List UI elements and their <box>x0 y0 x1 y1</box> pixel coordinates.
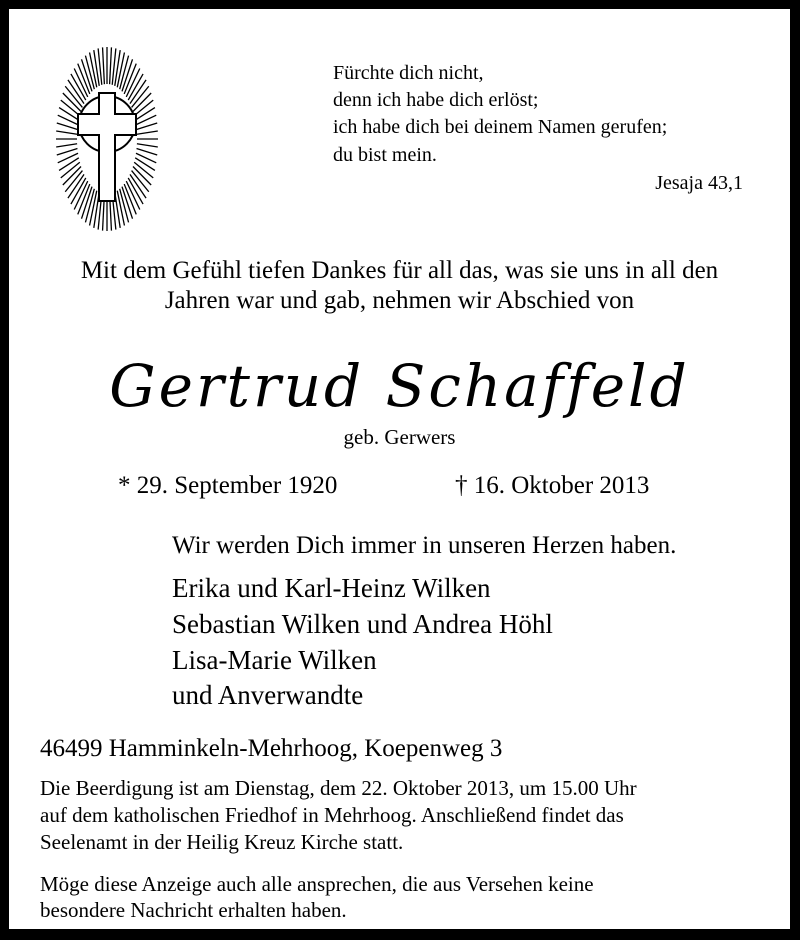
ray <box>59 158 79 171</box>
note-line: Möge diese Anzeige auch alle ansprechen, die aus Versehen keine <box>40 872 594 896</box>
ray <box>58 115 78 125</box>
funeral-line: Seelenamt in der Heilig Kreuz Kirche statt. <box>40 830 404 854</box>
quote-line: du bist mein. <box>333 144 437 166</box>
ray <box>59 108 79 121</box>
ray <box>103 47 105 84</box>
quote-line: ich habe dich bei deinem Namen gerufen; <box>333 116 668 138</box>
ray <box>136 153 156 163</box>
ray <box>135 158 155 171</box>
ray <box>56 131 77 134</box>
quote-line: Fürchte dich nicht, <box>333 62 484 84</box>
ray <box>57 123 78 129</box>
ray <box>137 131 158 134</box>
quote-line: denn ich habe dich erlöst; <box>333 89 539 111</box>
mourner: Sebastian Wilken und Andrea Höhl <box>172 609 553 639</box>
ray <box>137 149 158 155</box>
mourner: Erika und Karl-Heinz Wilken <box>172 573 491 603</box>
motto: Wir werden Dich immer in unseren Herzen haben. <box>172 532 677 559</box>
ray <box>90 53 97 88</box>
intro-line: Mit dem Gefühl tiefen Dankes für all das, was sie uns in all den <box>80 257 719 284</box>
ray <box>136 115 156 125</box>
mourner: und Anverwandte <box>172 680 364 710</box>
ray <box>57 149 78 155</box>
ray <box>90 191 97 226</box>
ray <box>117 191 124 226</box>
ray <box>58 153 78 163</box>
obituary-notice <box>9 9 790 929</box>
ray <box>117 53 124 88</box>
address: 46499 Hamminkeln-Mehrhoog, Koepenweg 3 <box>40 735 503 762</box>
birth-date: * 29. September 1920 <box>118 472 338 499</box>
intro-line: Jahren war und gab, nehmen wir Abschied von <box>164 287 635 314</box>
deceased-name: Gertrud Schaffeld <box>109 352 690 420</box>
death-date: † 16. Oktober 2013 <box>455 472 650 499</box>
ray <box>137 144 158 147</box>
ray <box>56 144 77 147</box>
quote-source: Jesaja 43,1 <box>655 172 743 194</box>
ray <box>137 123 158 129</box>
funeral-line: auf dem katholischen Friedhof in Mehrhoog. Anschließend findet das <box>40 803 624 827</box>
cross-with-rays-icon <box>47 45 167 245</box>
funeral-line: Die Beerdigung ist am Dienstag, dem 22. Oktober 2013, um 15.00 Uhr <box>40 776 637 800</box>
note-line: besondere Nachricht erhalten haben. <box>40 898 347 922</box>
mourner: Lisa-Marie Wilken <box>172 645 377 675</box>
ray <box>135 108 155 121</box>
ray <box>110 47 112 84</box>
maiden-name: geb. Gerwers <box>343 425 456 449</box>
